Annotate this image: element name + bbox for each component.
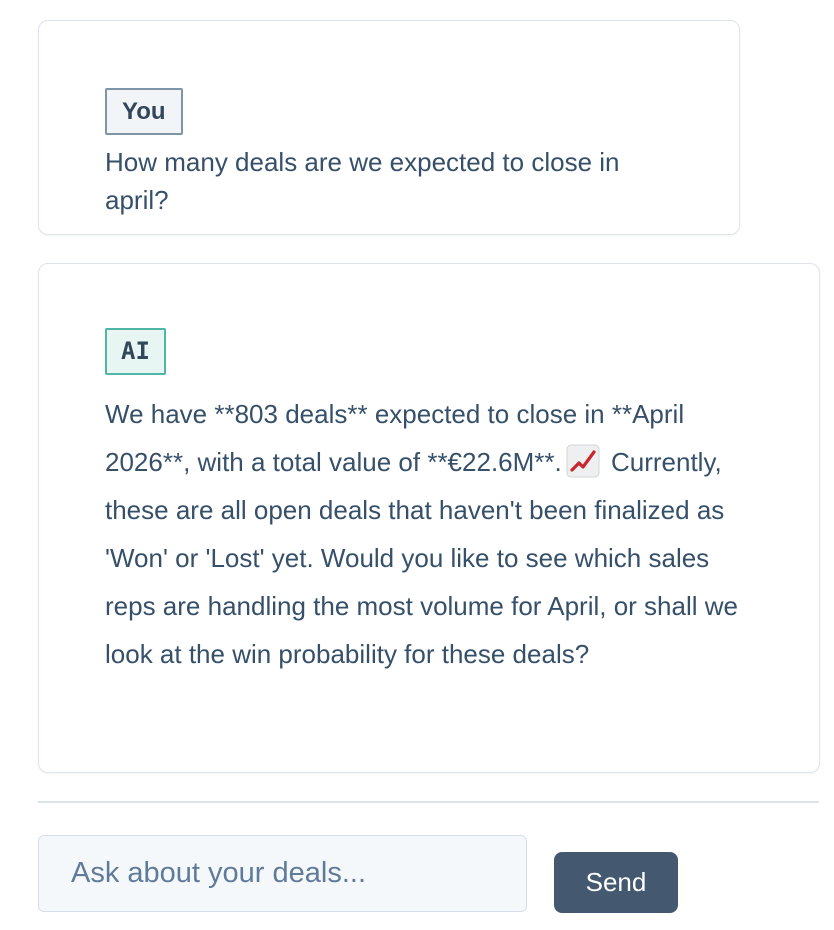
user-badge: You <box>105 88 183 135</box>
composer-divider <box>38 801 819 803</box>
user-message-text: How many deals are we expected to close in april? <box>105 147 620 215</box>
ai-message-text <box>105 390 765 678</box>
ai-badge: AI <box>105 328 166 375</box>
ai-message-part2: Currently, these are all open deals that haven't been finalized as 'Won' or 'Lost' yet. Would you like to see which sales reps are handling the most volume for April, or shall we look at the win probability for these deals? <box>105 447 738 669</box>
chat-input[interactable] <box>38 835 527 912</box>
ai-message-card <box>38 263 820 773</box>
ai-message-part1: We have **803 deals** expected to close in **April 2026**, with a total value of **€22.6M**. <box>105 399 685 477</box>
user-message-card <box>38 20 740 235</box>
chart-increasing-emoji <box>566 444 600 478</box>
send-button[interactable]: Send <box>554 852 678 913</box>
